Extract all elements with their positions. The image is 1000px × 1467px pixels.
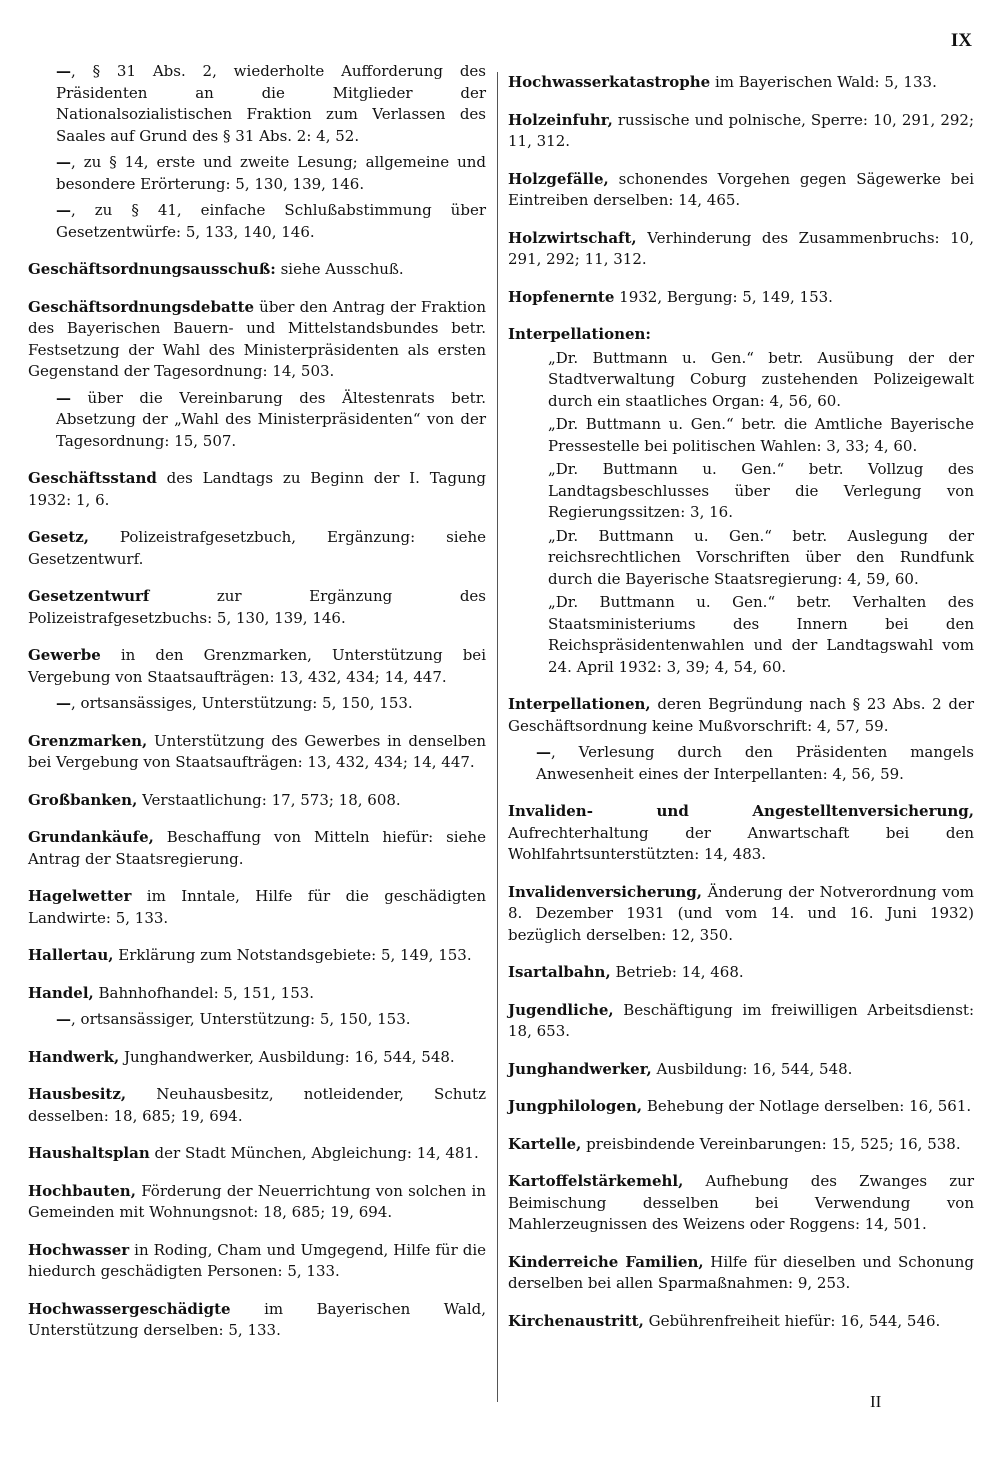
entry-keyword: Hochwasserkatastrophe bbox=[508, 73, 711, 91]
entry-text: deren Begründung nach § 23 Abs. 2 der Geschäftsordnung keine Mußvorschrift: 4, 57, 59. bbox=[508, 695, 974, 735]
entry-keyword: Holzgefälle, bbox=[508, 169, 609, 188]
index-entry bbox=[28, 1143, 486, 1165]
entry-text: in Roding, Cham und Umgegend, Hilfe für die hiedurch geschädigten Personen: 5, 133. bbox=[28, 1240, 486, 1280]
index-entry bbox=[28, 790, 486, 812]
entry-keyword: Geschäftsstand bbox=[28, 469, 157, 487]
entry-keyword: Hallertau, bbox=[28, 946, 114, 964]
index-subentry bbox=[28, 693, 486, 715]
entry-keyword: Isartalbahn, bbox=[508, 963, 611, 981]
entry-text: im Bayerischen Wald: 5, 133. bbox=[710, 73, 937, 91]
index-subentry bbox=[28, 61, 486, 147]
subentry-dash: — bbox=[56, 153, 71, 171]
index-entry bbox=[508, 882, 974, 947]
entry-text: , zu § 14, erste und zweite Lesung; allgemeine und besondere Erörterung: 5, 130, 139, 146. bbox=[56, 153, 486, 193]
entry-keyword: Junghandwerker, bbox=[508, 1059, 652, 1078]
entry-text: Neuhausbesitz, notleidender, Schutz desselben: 18, 685; 19, 694. bbox=[28, 1085, 486, 1125]
index-entry bbox=[28, 945, 486, 967]
subentry-dash: — bbox=[536, 743, 551, 761]
entry-text: des Landtags zu Beginn der I. Tagung 1932: 1, 6. bbox=[28, 469, 486, 509]
index-entry bbox=[508, 287, 974, 309]
entry-text: zur Ergänzung des Polizeistrafgesetzbuchs: 5, 130, 139, 146. bbox=[28, 587, 486, 627]
entry-keyword: Kirchenaustritt, bbox=[508, 1311, 644, 1330]
entry-keyword: Jungphilologen, bbox=[508, 1097, 643, 1115]
entry-text: der Stadt München, Abgleichung: 14, 481. bbox=[149, 1144, 479, 1162]
index-entry bbox=[28, 1181, 486, 1224]
index-entry bbox=[28, 468, 486, 511]
entry-keyword: Hochwasser bbox=[28, 1240, 130, 1259]
index-entry bbox=[508, 228, 974, 271]
subentry-dash: — bbox=[56, 1010, 71, 1028]
entry-keyword: Grundankäufe, bbox=[28, 828, 154, 846]
entry-text: Hilfe für dieselben und Schonung derselben bei allen Sparmaßnahmen: 9, 253. bbox=[508, 1252, 974, 1292]
entry-text: Betrieb: 14, 468. bbox=[610, 963, 744, 981]
index-entry bbox=[28, 1084, 486, 1127]
entry-keyword: Hopfenernte bbox=[508, 287, 615, 306]
index-entry bbox=[508, 324, 974, 678]
entry-keyword: Grenzmarken, bbox=[28, 731, 148, 750]
entry-keyword: Gewerbe bbox=[28, 646, 101, 664]
sheet-signature: II bbox=[870, 1392, 882, 1411]
interpellation-item: „Dr. Buttmann u. Gen.“ betr. Ausübung der der Stadtverwaltung Coburg zustehenden Polizeigewalt durch ein staatliches Organ: 4, 56, 60. bbox=[548, 348, 974, 410]
entry-text: Verstaatlichung: 17, 573; 18, 608. bbox=[137, 790, 401, 809]
entry-keyword: Interpellationen: bbox=[508, 325, 651, 343]
entry-text: im Inntale, Hilfe für die geschädigten Landwirte: 5, 133. bbox=[28, 887, 486, 927]
entry-keyword: Kinderreiche Familien, bbox=[508, 1252, 704, 1271]
index-subentry bbox=[28, 152, 486, 195]
entry-text: Ausbildung: 16, 544, 548. bbox=[651, 1059, 853, 1078]
entry-keyword: Invalidenversicherung, bbox=[508, 882, 703, 901]
entry-keyword: Handwerk, bbox=[28, 1047, 120, 1066]
entry-keyword: Hochbauten, bbox=[28, 1181, 136, 1200]
entry-keyword: Geschäftsordnungsausschuß: bbox=[28, 260, 276, 278]
entry-keyword: Hausbesitz, bbox=[28, 1085, 127, 1103]
entry-keyword: Handel, bbox=[28, 983, 94, 1002]
entry-keyword: Großbanken, bbox=[28, 790, 138, 809]
index-entry bbox=[508, 1252, 974, 1295]
index-entry bbox=[28, 259, 486, 281]
entry-text: Gebührenfreiheit hiefür: 16, 544, 546. bbox=[643, 1311, 941, 1330]
index-subentry bbox=[508, 742, 974, 785]
entry-text: in den Grenzmarken, Unterstützung bei Vergebung von Staatsaufträgen: 13, 432, 434; 14, 447. bbox=[28, 646, 486, 686]
entry-keyword: Hagelwetter bbox=[28, 887, 132, 905]
entry-text: russische und polnische, Sperre: 10, 291, 292; 11, 312. bbox=[508, 110, 974, 150]
entry-keyword: Interpellationen, bbox=[508, 695, 651, 713]
entry-keyword: Holzwirtschaft, bbox=[508, 228, 637, 247]
entry-text: Behebung der Notlage derselben: 16, 561. bbox=[642, 1097, 972, 1115]
index-entry bbox=[28, 1299, 486, 1342]
entry-text: schonendes Vorgehen gegen Sägewerke bei Eintreiben derselben: 14, 465. bbox=[508, 169, 974, 209]
entry-text: Beschäftigung im freiwilligen Arbeitsdienst: 18, 653. bbox=[508, 1000, 974, 1040]
entry-keyword: Jugendliche, bbox=[508, 1000, 614, 1019]
entry-text: Bahnhofhandel: 5, 151, 153. bbox=[93, 983, 315, 1002]
index-entry bbox=[508, 72, 974, 94]
entry-text: Änderung der Notverordnung vom 8. Dezember 1931 (und vom 14. und 16. Juni 1932) bezüglich derselben: 12, 350. bbox=[508, 882, 974, 944]
index-subentry bbox=[28, 388, 486, 453]
index-column-right bbox=[508, 72, 974, 1348]
index-subentry bbox=[28, 200, 486, 243]
index-entry bbox=[28, 731, 486, 774]
index-entry bbox=[28, 1240, 486, 1283]
entry-text: Aufrechterhaltung der Anwartschaft bei den Wohlfahrtsunterstützten: 14, 483. bbox=[508, 823, 974, 863]
index-entry bbox=[28, 886, 486, 929]
index-entry bbox=[508, 1096, 974, 1118]
entry-text: , zu § 41, einfache Schlußabstimmung über Gesetzentwürfe: 5, 133, 140, 146. bbox=[56, 201, 486, 241]
entry-keyword: Hochwassergeschädigte bbox=[28, 1299, 231, 1318]
page-number: IX bbox=[950, 30, 972, 51]
index-entry bbox=[28, 297, 486, 383]
entry-text: preisbindende Vereinbarungen: 15, 525; 16, 538. bbox=[581, 1134, 961, 1153]
interpellation-item: „Dr. Buttmann u. Gen.“ betr. die Amtliche Bayerische Pressestelle bei politischen Wahlen: 3, 33; 4, 60. bbox=[548, 415, 974, 455]
interpellation-item: „Dr. Buttmann u. Gen.“ betr. Auslegung der reichsrechtlichen Vorschriften über den Rundfunk durch die Bayerische Staatsregierung: 4, 59, 60. bbox=[548, 526, 974, 588]
entry-text: Unterstützung des Gewerbes in denselben bei Vergebung von Staatsaufträgen: 13, 432, 434; 14, 447. bbox=[28, 731, 486, 771]
entry-keyword: Kartelle, bbox=[508, 1134, 582, 1153]
entry-keyword: Gesetz, bbox=[28, 528, 90, 546]
index-entry bbox=[28, 1047, 486, 1069]
subentry-dash: — bbox=[56, 694, 71, 712]
entry-text: , ortsansässiger, Unterstützung: 5, 150, 153. bbox=[71, 1010, 411, 1028]
entry-keyword: Holzeinfuhr, bbox=[508, 110, 613, 129]
entry-keyword: Kartoffelstärkemehl, bbox=[508, 1172, 684, 1190]
interpellation-item: „Dr. Buttmann u. Gen.“ betr. Verhalten des Staatsministeriums des Innern bei den Reichspräsidentenwahlen und der Landtagswahl vom 24. April 1932: 3, 39; 4, 54, 60. bbox=[548, 593, 974, 676]
entry-text: Junghandwerker, Ausbildung: 16, 544, 548. bbox=[119, 1047, 455, 1066]
index-entry bbox=[508, 169, 974, 212]
index-entry bbox=[508, 962, 974, 984]
subentry-dash: — bbox=[56, 388, 71, 407]
index-subentry bbox=[28, 1009, 486, 1031]
index-entry bbox=[508, 1134, 974, 1156]
index-column-left bbox=[28, 62, 486, 1358]
entry-keyword: Geschäftsordnungsdebatte bbox=[28, 297, 255, 316]
entry-keyword: Haushaltsplan bbox=[28, 1144, 150, 1162]
entry-text: , Verlesung durch den Präsidenten mangels Anwesenheit eines der Interpellanten: 4, 56, 59. bbox=[536, 743, 974, 783]
index-entry bbox=[508, 1171, 974, 1236]
entry-text: siehe Ausschuß. bbox=[275, 260, 404, 278]
entry-text: Polizeistrafgesetzbuch, Ergänzung: siehe Gesetzentwurf. bbox=[28, 528, 486, 568]
subentry-dash: — bbox=[56, 62, 71, 80]
entry-text: Erklärung zum Notstandsgebiete: 5, 149, 153. bbox=[113, 946, 472, 964]
index-entry bbox=[508, 694, 974, 737]
index-entry bbox=[508, 1059, 974, 1081]
index-entry bbox=[28, 827, 486, 870]
entry-text: Förderung der Neuerrichtung von solchen in Gemeinden mit Wohnungsnot: 18, 685; 19, 694. bbox=[28, 1181, 486, 1221]
index-entry bbox=[28, 645, 486, 688]
entry-text: Beschaffung von Mitteln hiefür: siehe Antrag der Staatsregierung. bbox=[28, 828, 486, 868]
entry-text: im Bayerischen Wald, Unterstützung derselben: 5, 133. bbox=[28, 1299, 486, 1339]
index-entry bbox=[28, 527, 486, 570]
entry-text: Verhinderung des Zusammenbruchs: 10, 291, 292; 11, 312. bbox=[508, 228, 974, 268]
column-divider bbox=[497, 72, 498, 1402]
entry-keyword: Invaliden- und Angestelltenversicherung, bbox=[508, 802, 974, 820]
subentry-dash: — bbox=[56, 201, 71, 219]
index-entry bbox=[508, 1311, 974, 1333]
interpellation-item: „Dr. Buttmann u. Gen.“ betr. Vollzug des Landtagsbeschlusses über die Verlegung von Regierungssitzen: 3, 16. bbox=[548, 460, 974, 521]
entry-text: , ortsansässiges, Unterstützung: 5, 150, 153. bbox=[71, 694, 413, 712]
entry-text: 1932, Bergung: 5, 149, 153. bbox=[614, 287, 833, 306]
entry-text: , § 31 Abs. 2, wiederholte Aufforderung des Präsidenten an die Mitglieder der Nationalsozialistischen Fraktion zum Verlassen des Saales auf Grund des § 31 Abs. 2: 4, 52. bbox=[56, 62, 486, 145]
entry-keyword: Gesetzentwurf bbox=[28, 587, 150, 605]
interpellation-list bbox=[508, 348, 974, 679]
index-entry bbox=[508, 110, 974, 153]
entry-text: über den Antrag der Fraktion des Bayerischen Bauern- und Mittelstandsbundes betr. Festsetzung der Wahl des Ministerpräsidenten als ersten Gegenstand der Tagesordnung: 14, 503. bbox=[28, 297, 486, 380]
index-entry bbox=[28, 586, 486, 629]
index-entry bbox=[508, 1000, 974, 1043]
index-entry bbox=[508, 801, 974, 866]
entry-text: Aufhebung des Zwanges zur Beimischung desselben bei Verwendung von Mahlerzeugnissen des Weizens oder Roggens: 14, 501. bbox=[508, 1172, 974, 1233]
index-entry bbox=[28, 983, 486, 1005]
entry-text: über die Vereinbarung des Ältestenrats betr. Absetzung der „Wahl des Ministerpräsidenten“ von der Tagesordnung: 15, 507. bbox=[56, 388, 486, 450]
